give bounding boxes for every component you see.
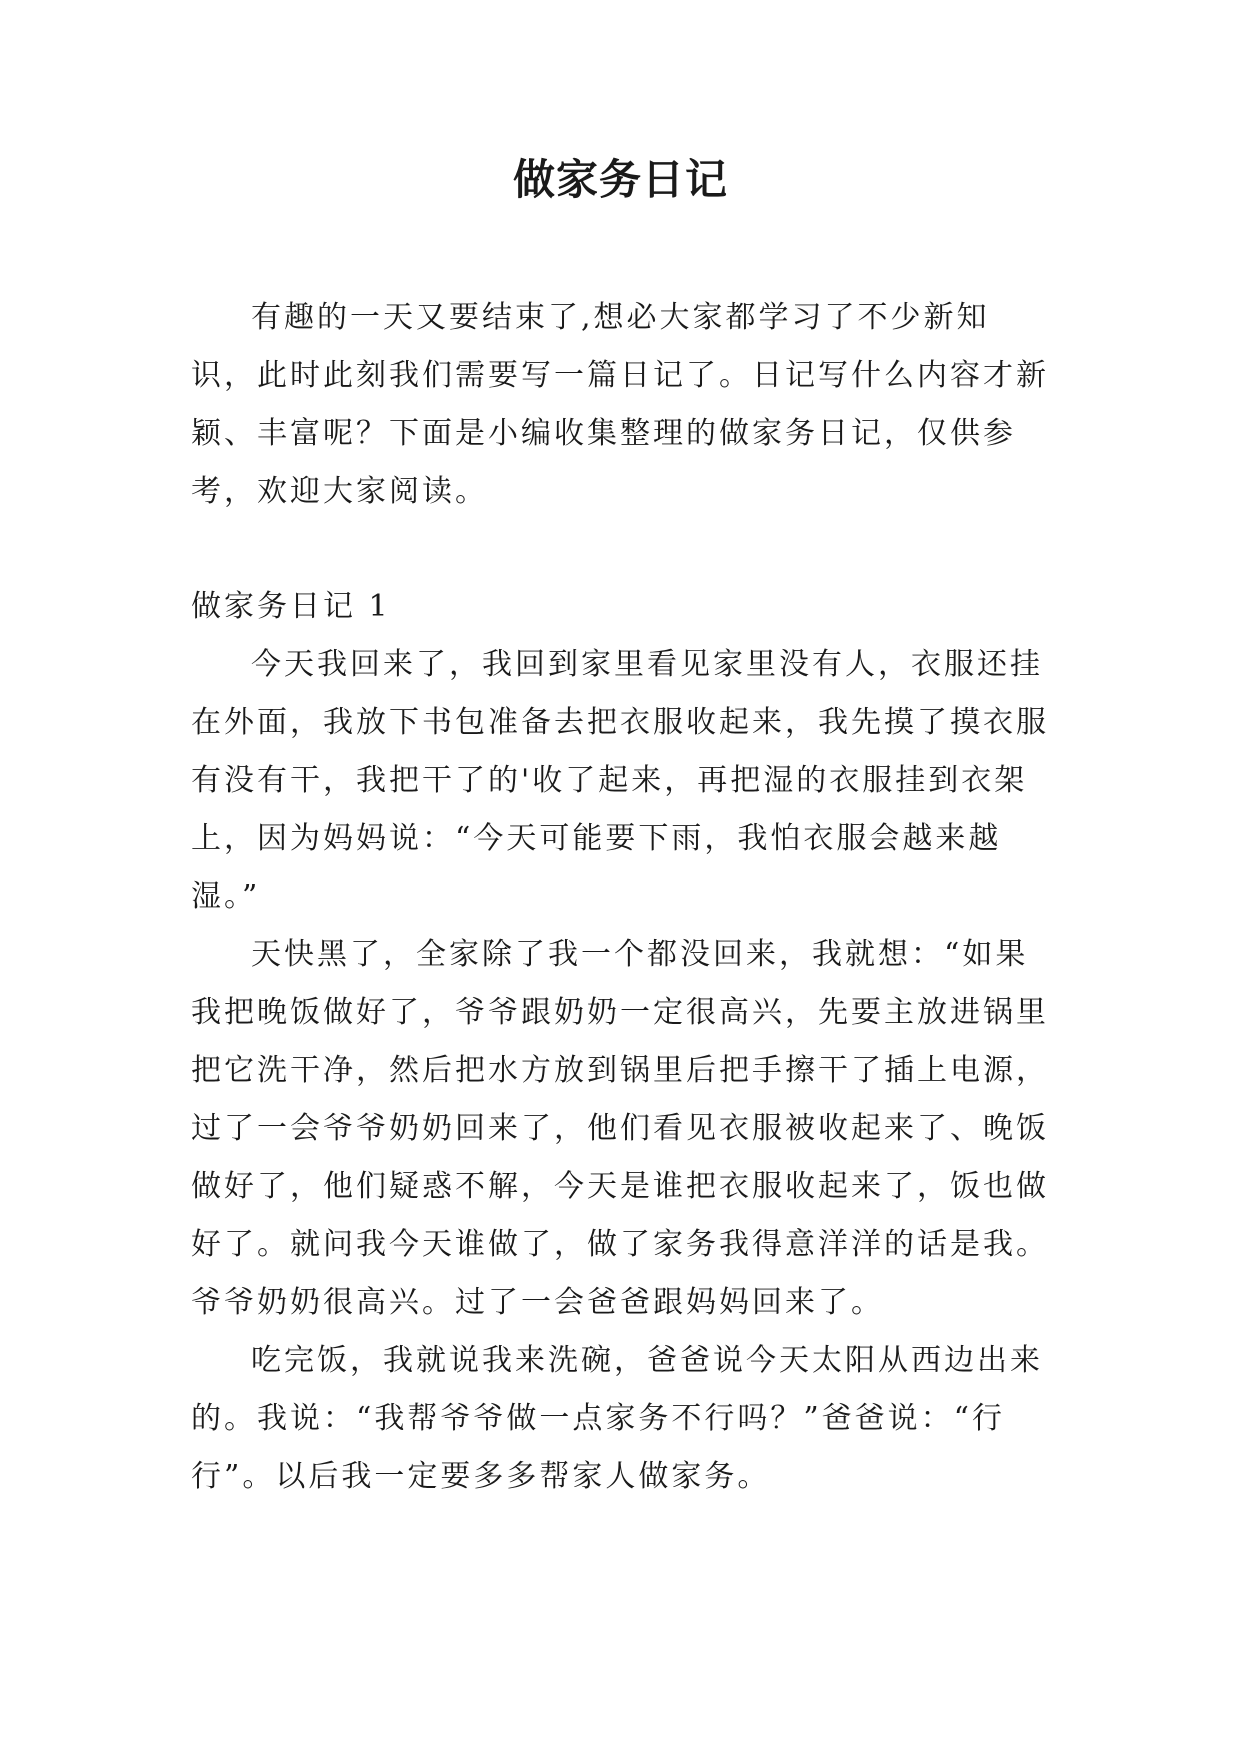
body-paragraph: 天快黑了，全家除了我一个都没回来，我就想：“如果我把晚饭做好了，爷爷跟奶奶一定很高兴，先要主放进锅里把它洗干净，然后把水方放到锅里后把手擦干了插上电源，过了一会爷爷奶奶回来了，他们看见衣服被收起来了、晚饭做好了，他们疑惑不解，今天是谁把衣服收起来了，饭也做好了。就问我今天谁做了，做了家务我得意洋洋的话是我。爷爷奶奶很高兴。过了一会爸爸跟妈妈回来了。	[191, 937, 1049, 1320]
intro-paragraph: 有趣的一天又要结束了,想必大家都学习了不少新知识，此时此刻我们需要写一篇日记了。日记写什么内容才新颖、丰富呢？下面是小编收集整理的做家务日记，仅供参考，欢迎大家阅读。	[191, 300, 1049, 509]
intro-block	[191, 289, 1051, 521]
page-title: 做家务日记	[512, 155, 728, 204]
body-paragraph: 今天我回来了，我回到家里看见家里没有人，衣服还挂在外面，我放下书包准备去把衣服收起来，我先摸了摸衣服有没有干，我把干了的'收了起来，再把湿的衣服挂到衣架上，因为妈妈说：“今天可能要下雨，我怕衣服会越来越湿。”	[191, 647, 1049, 914]
body-paragraph: 吃完饭，我就说我来洗碗，爸爸说今天太阳从西边出来的。我说：“我帮爷爷做一点家务不行吗？”爸爸说：“行行”。以后我一定要多多帮家人做家务。	[191, 1343, 1043, 1494]
diary-section	[191, 578, 1051, 1506]
section-heading: 做家务日记 1	[191, 589, 391, 624]
